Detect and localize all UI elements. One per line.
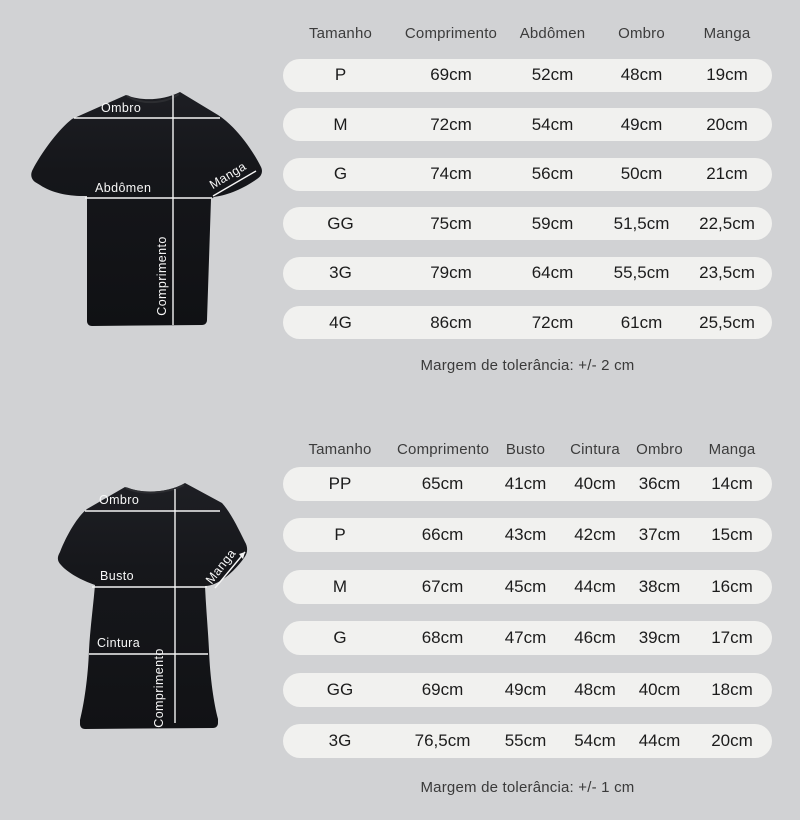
measurement-cell: 64cm (531, 263, 574, 282)
measurement-cell: 20cm (711, 730, 753, 750)
table-row (283, 59, 772, 92)
womens-tolerance-note: Margem de tolerância: +/- 1 cm (420, 779, 635, 796)
measurement-cell: 54cm (531, 114, 574, 134)
measurement-cell: 40cm (574, 474, 616, 493)
measurement-cell: 46cm (574, 628, 616, 648)
measurement-cell: 14cm (711, 474, 753, 493)
measurement-cell: 41cm (504, 474, 547, 493)
abdomen-label: Abdômen (95, 181, 152, 195)
measurement-cell: 20cm (706, 114, 748, 134)
measurement-cell: 75cm (430, 213, 472, 233)
size-cell: GG (326, 679, 354, 699)
measurement-cell: 22,5cm (699, 213, 755, 233)
womens-shirt-diagram (38, 468, 263, 768)
womens-table-body (283, 467, 772, 775)
table-row (283, 306, 772, 339)
size-cell: GG (327, 213, 354, 233)
column-header: Tamanho (308, 440, 372, 458)
column-header: Busto (505, 440, 546, 458)
measurement-cell: 79cm (430, 263, 472, 282)
measurement-cell: 54cm (574, 730, 616, 750)
measurement-cell: 40cm (638, 679, 681, 699)
mens-size-table (283, 16, 772, 346)
measurement-cell: 18cm (711, 679, 753, 699)
ombro-label: Ombro (101, 101, 142, 115)
mens-table-body (283, 59, 772, 356)
measurement-cell: 72cm (531, 312, 574, 332)
measurement-cell: 72cm (430, 114, 472, 134)
size-cell: 3G (329, 263, 352, 282)
mens-shirt-diagram (30, 75, 275, 360)
measurement-cell: 69cm (430, 65, 472, 84)
measurement-cell: 48cm (620, 65, 663, 84)
column-header: Ombro (618, 24, 665, 42)
measurement-cell: 43cm (504, 525, 547, 545)
size-cell: M (333, 114, 348, 134)
measurement-cell: 17cm (711, 628, 753, 648)
measurement-cell: 49cm (504, 679, 547, 699)
measurement-cell: 37cm (638, 525, 681, 545)
size-cell: P (334, 525, 346, 545)
measurement-cell: 76,5cm (414, 730, 471, 750)
measurement-cell: 47cm (504, 628, 547, 648)
measurement-cell: 74cm (430, 164, 472, 183)
measurement-cell: 59cm (531, 213, 574, 233)
measurement-cell: 48cm (574, 679, 616, 699)
table-row (283, 518, 772, 552)
cintura-label: Cintura (97, 636, 141, 650)
measurement-cell: 19cm (706, 65, 748, 84)
column-header: Abdômen (519, 24, 586, 42)
measurement-cell: 15cm (711, 525, 753, 545)
table-row (283, 673, 772, 707)
table-row (283, 467, 772, 501)
measurement-cell: 61cm (620, 312, 663, 332)
column-header: Manga (708, 440, 756, 458)
measurement-cell: 21cm (706, 164, 748, 183)
mens-tolerance-note: Margem de tolerância: +/- 2 cm (420, 357, 635, 374)
measurement-cell: 42cm (574, 525, 616, 545)
size-cell: P (334, 65, 347, 84)
measurement-cell: 16cm (711, 576, 753, 596)
busto-label: Busto (100, 569, 134, 583)
measurement-cell: 45cm (504, 576, 547, 596)
column-header: Manga (703, 24, 751, 42)
measurement-cell: 49cm (620, 114, 663, 134)
measurement-cell: 65cm (421, 474, 464, 493)
measurement-cell: 52cm (531, 65, 574, 84)
mens-table-header-row (283, 16, 772, 50)
measurement-cell: 38cm (638, 576, 681, 596)
ombro-label: Ombro (99, 493, 140, 507)
measurement-cell: 66cm (421, 525, 464, 545)
measurement-cell: 55,5cm (613, 263, 670, 282)
measurement-cell: 44cm (574, 576, 616, 596)
manga-label: Manga (202, 546, 239, 587)
size-cell: 4G (329, 312, 352, 332)
size-cell: PP (328, 474, 352, 493)
measurement-cell: 69cm (421, 679, 464, 699)
table-row (283, 724, 772, 758)
womens-table-header-row (283, 432, 772, 466)
size-cell: 3G (328, 730, 352, 750)
table-row (283, 257, 772, 290)
table-row (283, 621, 772, 655)
column-header: Cintura (570, 440, 620, 458)
measurement-cell: 67cm (421, 576, 464, 596)
column-header: Comprimento (397, 440, 490, 458)
measurement-cell: 51,5cm (613, 213, 670, 233)
comprimento-label: Comprimento (152, 648, 166, 728)
column-header: Tamanho (308, 24, 373, 42)
column-header: Ombro (636, 440, 683, 458)
measurement-cell: 44cm (638, 730, 681, 750)
manga-label: Manga (207, 159, 249, 192)
womens-size-table (283, 432, 772, 762)
measurement-cell: 86cm (430, 312, 472, 332)
comprimento-label: Comprimento (155, 236, 169, 316)
measurement-cell: 50cm (620, 164, 663, 183)
measurement-cell: 39cm (638, 628, 681, 648)
measurement-cell: 56cm (531, 164, 574, 183)
measurement-cell: 36cm (638, 474, 681, 493)
size-cell: M (332, 576, 348, 596)
column-header: Comprimento (404, 24, 498, 42)
table-row (283, 158, 772, 191)
size-cell: G (333, 164, 348, 183)
measurement-cell: 68cm (421, 628, 464, 648)
table-row (283, 570, 772, 604)
measurement-cell: 55cm (504, 730, 547, 750)
measurement-cell: 23,5cm (699, 263, 755, 282)
size-cell: G (333, 628, 347, 648)
table-row (283, 207, 772, 240)
measurement-cell: 25,5cm (699, 312, 755, 332)
mens-shirt-shape (31, 92, 262, 326)
table-row (283, 108, 772, 141)
